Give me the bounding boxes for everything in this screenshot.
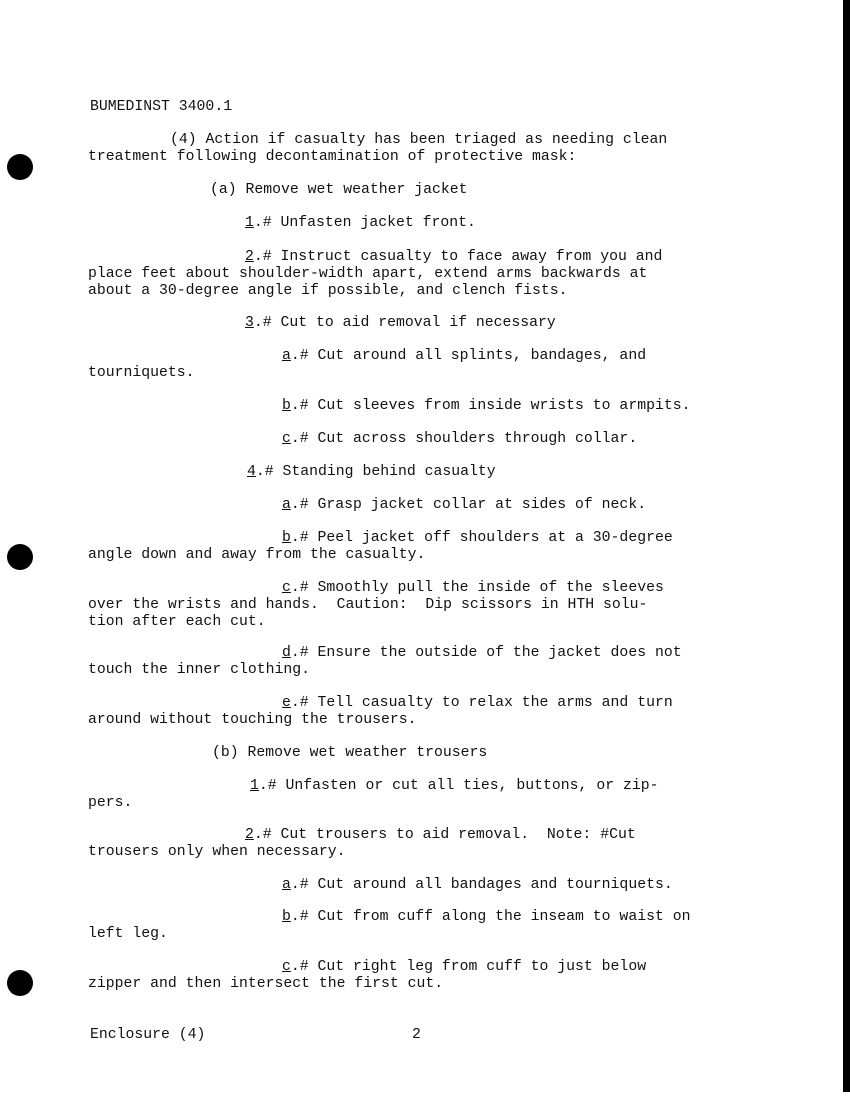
punch-hole: [7, 970, 33, 996]
line-text: .# Cut around all bandages and tourniquets.: [290, 877, 673, 893]
line-text: around without touching the trousers.: [88, 712, 417, 728]
line-text: over the wrists and hands. Caution: Dip scissors in HTH solu-: [88, 597, 648, 613]
item-marker: 1: [245, 215, 254, 231]
item-marker: b: [282, 398, 291, 414]
line-text: (4) Action if casualty has been triaged as needing clean: [170, 132, 668, 148]
text-line: [88, 530, 673, 547]
item-marker: c: [282, 959, 291, 975]
paragraph: [88, 580, 664, 631]
paragraph: [88, 398, 690, 415]
text-line: [88, 431, 637, 448]
paragraph: [88, 745, 487, 762]
text-line: [88, 266, 662, 283]
line-text: .# Cut around all splints, bandages, and: [290, 348, 647, 364]
item-marker: 2: [245, 249, 254, 265]
item-marker: e: [282, 695, 291, 711]
paragraph: [88, 778, 658, 812]
item-marker: b: [282, 530, 291, 546]
item-marker: a: [282, 497, 291, 513]
item-marker: 3: [245, 315, 254, 331]
item-marker: b: [282, 909, 291, 925]
line-text: tourniquets.: [88, 365, 195, 381]
scan-edge-bar: [843, 0, 850, 1092]
line-text: .# Peel jacket off shoulders at a 30-degree: [290, 530, 673, 546]
text-line: [88, 926, 690, 943]
paragraph: [88, 182, 468, 199]
paragraph: [88, 959, 646, 993]
footer-enclosure: Enclosure (4): [90, 1027, 206, 1043]
paragraph: [88, 645, 682, 679]
paragraph: [88, 530, 673, 564]
text-line: [88, 778, 658, 795]
text-line: [88, 959, 646, 976]
text-line: [88, 712, 673, 729]
line-text: .# Tell casualty to relax the arms and turn: [290, 695, 673, 711]
line-text: .# Cut trousers to aid removal. Note: #Cut: [253, 827, 636, 843]
line-text: .# Unfasten jacket front.: [253, 215, 476, 231]
line-text: touch the inner clothing.: [88, 662, 310, 678]
text-line: [88, 149, 667, 166]
text-line: [88, 827, 636, 844]
text-line: [88, 662, 682, 679]
line-text: .# Ensure the outside of the jacket does not: [290, 645, 682, 661]
line-text: treatment following decontamination of protective mask:: [88, 149, 577, 165]
text-line: [88, 497, 646, 514]
text-line: [88, 365, 646, 382]
text-line: [88, 695, 673, 712]
text-line: [88, 844, 636, 861]
paragraph: [88, 249, 662, 300]
item-marker: d: [282, 645, 291, 661]
text-line: [88, 249, 662, 266]
text-line: [88, 182, 468, 199]
line-text: angle down and away from the casualty.: [88, 547, 426, 563]
paragraph: [88, 215, 476, 232]
text-line: [88, 348, 646, 365]
item-marker: 1: [250, 778, 259, 794]
line-text: .# Standing behind casualty: [255, 464, 496, 480]
line-text: .# Instruct casualty to face away from you and: [253, 249, 663, 265]
text-line: [88, 283, 662, 300]
line-text: pers.: [88, 795, 133, 811]
text-line: [88, 215, 476, 232]
paragraph: [88, 695, 673, 729]
paragraph: [88, 315, 556, 332]
paragraph: [88, 348, 646, 382]
paragraph: [88, 909, 690, 943]
item-marker: a: [282, 877, 291, 893]
document-id-header: BUMEDINST 3400.1: [90, 99, 233, 115]
paragraph: [88, 132, 667, 166]
text-line: [88, 464, 496, 481]
line-text: .# Cut right leg from cuff to just below: [290, 959, 647, 975]
line-text: .# Cut across shoulders through collar.: [290, 431, 638, 447]
text-line: [88, 398, 690, 415]
paragraph: [88, 431, 637, 448]
text-line: [88, 132, 667, 149]
item-marker: a: [282, 348, 291, 364]
line-text: .# Smoothly pull the inside of the sleeves: [290, 580, 664, 596]
text-line: [88, 877, 673, 894]
text-line: [88, 745, 487, 762]
text-line: [88, 909, 690, 926]
item-marker: c: [282, 431, 291, 447]
item-marker: c: [282, 580, 291, 596]
paragraph: [88, 877, 673, 894]
punch-hole: [7, 544, 33, 570]
line-text: about a 30-degree angle if possible, and clench fists.: [88, 283, 568, 299]
text-line: [88, 645, 682, 662]
line-text: (a) Remove wet weather jacket: [210, 182, 468, 198]
line-text: place feet about shoulder-width apart, extend arms backwards at: [88, 266, 648, 282]
text-line: [88, 580, 664, 597]
line-text: left leg.: [88, 926, 168, 942]
footer-page-number: 2: [412, 1027, 421, 1043]
line-text: trousers only when necessary.: [88, 844, 346, 860]
line-text: .# Unfasten or cut all ties, buttons, or zip-: [258, 778, 659, 794]
text-line: [88, 597, 664, 614]
line-text: zipper and then intersect the first cut.: [88, 976, 444, 992]
paragraph: [88, 827, 636, 861]
paragraph: [88, 464, 496, 481]
line-text: .# Cut sleeves from inside wrists to armpits.: [290, 398, 691, 414]
line-text: .# Grasp jacket collar at sides of neck.: [290, 497, 647, 513]
text-line: [88, 315, 556, 332]
punch-hole: [7, 154, 33, 180]
item-marker: 4: [247, 464, 256, 480]
paragraph: [88, 497, 646, 514]
text-line: [88, 976, 646, 993]
text-line: [88, 547, 673, 564]
line-text: (b) Remove wet weather trousers: [212, 745, 488, 761]
line-text: .# Cut from cuff along the inseam to waist on: [290, 909, 691, 925]
line-text: .# Cut to aid removal if necessary: [253, 315, 556, 331]
item-marker: 2: [245, 827, 254, 843]
text-line: [88, 614, 664, 631]
text-line: [88, 795, 658, 812]
line-text: tion after each cut.: [88, 614, 266, 630]
